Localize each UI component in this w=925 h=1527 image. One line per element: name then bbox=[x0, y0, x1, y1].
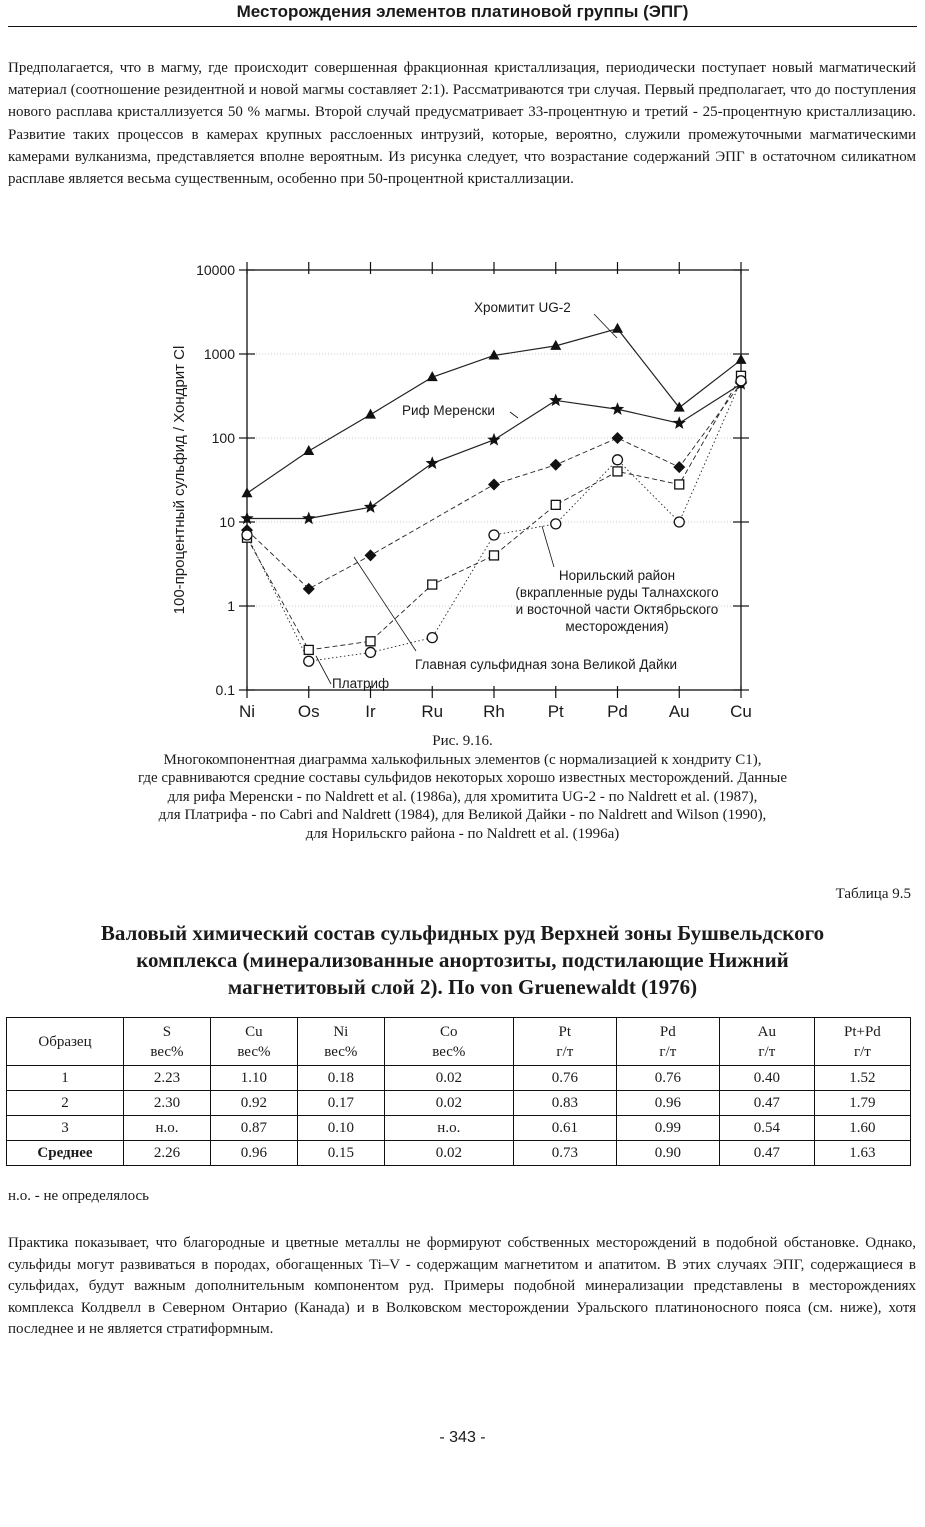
table-cell: 0.90 bbox=[616, 1141, 719, 1166]
col-header-pt: Pt г/т bbox=[513, 1018, 616, 1066]
y-tick-label: 10000 bbox=[196, 262, 235, 278]
data-point bbox=[303, 445, 314, 455]
table-cell: 0.47 bbox=[719, 1141, 814, 1166]
col-header-cu: Cu вес% bbox=[210, 1018, 297, 1066]
table-cell: 1 bbox=[7, 1066, 124, 1091]
table-cell: 0.61 bbox=[513, 1116, 616, 1141]
table-cell: 1.52 bbox=[814, 1066, 910, 1091]
x-tick-label: Ni bbox=[238, 702, 256, 721]
data-point bbox=[673, 416, 686, 429]
y-tick-label: 0.1 bbox=[215, 682, 235, 698]
annotations bbox=[316, 300, 719, 691]
figure-caption bbox=[20, 732, 905, 844]
table-footnote: н.о. - не определялось bbox=[8, 1188, 149, 1204]
caption-line: для рифа Меренски - по Naldrett et al. (1986a), для хромитита UG-2 - по Naldrett et al. (1987), bbox=[167, 788, 758, 805]
table-cell: 0.40 bbox=[719, 1066, 814, 1091]
data-point bbox=[242, 530, 252, 540]
table-cell: 0.02 bbox=[384, 1066, 513, 1091]
data-point bbox=[611, 402, 624, 415]
data-point bbox=[550, 459, 562, 471]
table-cell: 0.96 bbox=[616, 1091, 719, 1116]
table-cell: 0.96 bbox=[210, 1141, 297, 1166]
composition-table bbox=[6, 1017, 911, 1166]
x-tick-label: Pd bbox=[607, 702, 628, 721]
col-header-co: Co вес% bbox=[384, 1018, 513, 1066]
table-cell: 1.79 bbox=[814, 1091, 910, 1116]
axes bbox=[196, 262, 752, 721]
table-row bbox=[7, 1066, 911, 1091]
running-header: Месторождения элементов платиновой группы (ЭПГ) bbox=[8, 0, 917, 27]
y-tick-label: 100 bbox=[211, 430, 235, 446]
table-cell: 0.15 bbox=[297, 1141, 384, 1166]
data-point bbox=[487, 433, 500, 446]
data-point bbox=[675, 480, 684, 489]
data-point bbox=[613, 455, 623, 465]
table-cell: 0.76 bbox=[616, 1066, 719, 1091]
data-point bbox=[674, 517, 684, 527]
x-tick-label: Ru bbox=[421, 702, 444, 721]
table-cell: 0.18 bbox=[297, 1066, 384, 1091]
figure-number: Рис. 9.16. bbox=[432, 733, 493, 749]
table-cell: Среднее bbox=[7, 1141, 124, 1166]
annotation-platreef: Платриф bbox=[332, 676, 390, 691]
data-point bbox=[736, 354, 747, 364]
table-title-line: комплекса (минерализованные анортозиты, подстилающие Нижний bbox=[136, 948, 789, 972]
data-point bbox=[366, 637, 375, 646]
data-point bbox=[304, 645, 313, 654]
data-point bbox=[242, 487, 253, 497]
table-cell: н.о. bbox=[124, 1116, 211, 1141]
annotation-ug2: Хромитит UG-2 bbox=[474, 300, 571, 315]
col-header-pd: Pd г/т bbox=[616, 1018, 719, 1066]
annotation-norilsk-4: месторождения) bbox=[565, 619, 669, 634]
data-point bbox=[612, 432, 624, 444]
x-tick-label: Pt bbox=[547, 702, 564, 721]
data-point bbox=[549, 393, 562, 406]
table-cell: 1.10 bbox=[210, 1066, 297, 1091]
data-point bbox=[428, 580, 437, 589]
table-cell: 0.92 bbox=[210, 1091, 297, 1116]
table-cell: 0.99 bbox=[616, 1116, 719, 1141]
data-point bbox=[488, 478, 500, 490]
y-tick-label: 10 bbox=[219, 514, 235, 530]
x-tick-label: Au bbox=[668, 702, 690, 721]
data-point bbox=[612, 323, 623, 333]
table-row bbox=[7, 1116, 911, 1141]
table-cell: 1.63 bbox=[814, 1141, 910, 1166]
y-tick-label: 1 bbox=[227, 598, 235, 614]
data-point bbox=[365, 549, 377, 561]
x-tick-label: Os bbox=[297, 702, 320, 721]
x-tick-label: Rh bbox=[483, 702, 505, 721]
table-cell: 0.73 bbox=[513, 1141, 616, 1166]
x-tick-label: Ir bbox=[365, 702, 376, 721]
table-label: Таблица 9.5 bbox=[835, 886, 911, 902]
table-cell: 2.26 bbox=[124, 1141, 211, 1166]
caption-line: где сравниваются средние составы сульфидов некоторых хорошо известных месторождений. Данные bbox=[137, 770, 788, 787]
data-point bbox=[490, 551, 499, 560]
table-title-line: Валовый химический состав сульфидных руд Верхней зоны Бушвельдского bbox=[100, 921, 825, 945]
table-cell: н.о. bbox=[384, 1116, 513, 1141]
col-header-au: Au г/т bbox=[719, 1018, 814, 1066]
table-cell: 0.87 bbox=[210, 1116, 297, 1141]
caption-line: для Платрифа - по Cabri and Naldrett (1984), для Великой Дайки - по Naldrett and Wilson (1990), bbox=[158, 807, 767, 824]
table-cell: 0.83 bbox=[513, 1091, 616, 1116]
series-1 bbox=[240, 377, 747, 524]
data-point bbox=[304, 656, 314, 666]
x-tick-label: Cu bbox=[730, 702, 752, 721]
data-point bbox=[551, 519, 561, 529]
table-title-line: магнетитовый слой 2). По von Gruenewaldt (1976) bbox=[227, 975, 698, 999]
table-cell: 2.23 bbox=[124, 1066, 211, 1091]
annotation-norilsk-3: и восточной части Октябрьского bbox=[515, 602, 719, 617]
data-point bbox=[489, 530, 499, 540]
annotation-norilsk-1: Норильский район bbox=[558, 568, 676, 583]
data-point bbox=[613, 467, 622, 476]
table-cell: 0.17 bbox=[297, 1091, 384, 1116]
chalcophile-diagram bbox=[160, 256, 760, 726]
col-header-ni: Ni вес% bbox=[297, 1018, 384, 1066]
table-row-average bbox=[7, 1141, 911, 1166]
page-number: - 343 - bbox=[439, 1429, 486, 1446]
table-cell: 0.47 bbox=[719, 1091, 814, 1116]
col-header-s: S вес% bbox=[124, 1018, 211, 1066]
data-point bbox=[303, 583, 315, 595]
table-cell: 1.60 bbox=[814, 1116, 910, 1141]
caption-line: для Норильскго района - по Naldrett et al. (1996a) bbox=[305, 825, 620, 842]
table-cell: 3 bbox=[7, 1116, 124, 1141]
data-point bbox=[366, 647, 376, 657]
table-cell: 0.54 bbox=[719, 1116, 814, 1141]
y-axis-label: 100-процентный сульфид / Хондрит Cl bbox=[171, 345, 188, 615]
table-row bbox=[7, 1091, 911, 1116]
col-header-sample: Образец bbox=[7, 1018, 124, 1066]
data-point bbox=[551, 500, 560, 509]
table-header-row bbox=[7, 1018, 911, 1066]
paragraph-intro: Предполагается, что в магму, где происходит совершенная фракционная кристаллизация, периодически поступает новый магматический материал (соотношение резидентной и новой магмы составляет 2:1). Рассматриваются три случая. Первый предполагает, что до поступления нового расплава кристаллизуется 50 % магмы. Второй случай предусматривает 33-процентную и третий - 25-процентную кристаллизацию. Развитие таких процессов в камерах крупных расслоенных интрузий, которые, вероятно, служили промежуточными магматическими камерами вулканизма, представляется вполне вероятным. Из рисунка следует, что возрастание содержаний ЭПГ в остаточном силикатном расплаве является весьма существенным, особенно при 50-процентной кристаллизации. bbox=[8, 60, 916, 188]
table-cell: 0.02 bbox=[384, 1141, 513, 1166]
table-cell: 0.10 bbox=[297, 1116, 384, 1141]
annotation-norilsk-2: (вкрапленные руды Талнахского bbox=[515, 585, 719, 600]
series-4 bbox=[242, 376, 746, 666]
annotation-great-dyke: Главная сульфидная зона Великой Дайки bbox=[415, 657, 678, 672]
data-point bbox=[364, 500, 377, 513]
y-tick-label: 1000 bbox=[203, 346, 235, 362]
data-point bbox=[673, 461, 685, 473]
caption-line: Многокомпонентная диаграмма халькофильных элементов (с нормализацией к хондриту C1), bbox=[163, 751, 762, 768]
col-header-ptpd: Pt+Pd г/т bbox=[814, 1018, 910, 1066]
table-cell: 0.02 bbox=[384, 1091, 513, 1116]
table-cell: 2 bbox=[7, 1091, 124, 1116]
data-point bbox=[427, 633, 437, 643]
table-cell: 0.76 bbox=[513, 1066, 616, 1091]
table-cell: 2.30 bbox=[124, 1091, 211, 1116]
table-title bbox=[20, 920, 905, 1001]
data-point bbox=[736, 376, 746, 386]
paragraph-practice: Практика показывает, что благородные и цветные металлы не формируют собственных месторождений в подобной обстановке. Однако, сульфиды могут развиваться в породах, обогащенных Ti–V - содержащим магнетитом и апатитом. В этих случаях ЭПГ, содержащиеся в сульфидах, будут важным дополнительным компонентом руд. Примеры подобной минерализации представлены в месторождениях комплекса Колдвелл в Северном Онтарио (Канада) и в Волковском месторождении Уральского платиноносного пояса (см. ниже), хотя последнее и не является стратиформным. bbox=[8, 1235, 916, 1338]
annotation-merensky: Риф Меренски bbox=[402, 403, 495, 418]
data-point bbox=[365, 409, 376, 419]
